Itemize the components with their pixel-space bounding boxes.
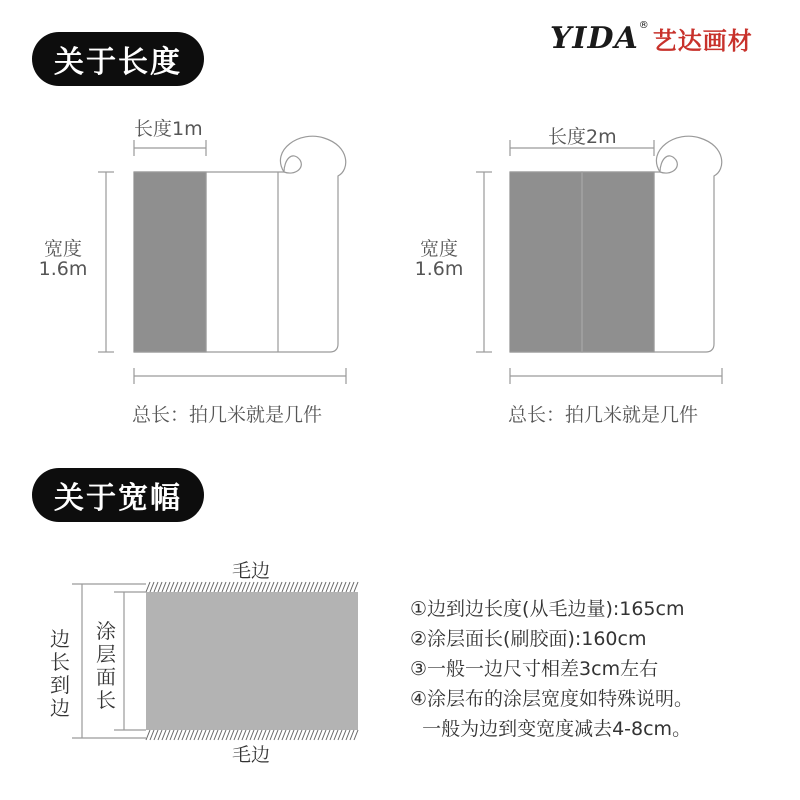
fringe-thread bbox=[290, 582, 294, 592]
fringe-thread bbox=[238, 730, 242, 740]
roll-diagram-2 bbox=[476, 136, 722, 384]
fringe-thread bbox=[270, 730, 274, 740]
fringe-thread bbox=[286, 730, 290, 740]
fringe-thread bbox=[214, 582, 218, 592]
fringe-thread bbox=[146, 730, 150, 740]
fringe-thread bbox=[262, 582, 266, 592]
fringe-thread bbox=[198, 582, 202, 592]
fringe-thread bbox=[194, 582, 198, 592]
fringe-thread bbox=[154, 582, 158, 592]
roll2-curl bbox=[656, 136, 721, 352]
fringe-thread bbox=[342, 582, 346, 592]
fringe-thread bbox=[210, 730, 214, 740]
fringe-thread bbox=[334, 582, 338, 592]
fringe-thread bbox=[346, 582, 350, 592]
top-edge-label: 毛边 bbox=[232, 560, 271, 582]
fringe-thread bbox=[218, 730, 222, 740]
fringe-thread bbox=[206, 730, 210, 740]
fringe-thread bbox=[178, 730, 182, 740]
fringe-thread bbox=[322, 730, 326, 740]
fringe-thread bbox=[174, 730, 178, 740]
section-title-length: 关于长度 bbox=[32, 32, 204, 86]
fringe-thread bbox=[222, 582, 226, 592]
roll1-total-label: 总长：拍几米就是几件 bbox=[132, 404, 323, 426]
fringe-thread bbox=[302, 730, 306, 740]
fringe-thread bbox=[186, 582, 190, 592]
roll2-length-label: 长度2m bbox=[548, 126, 617, 148]
fringe-thread bbox=[206, 582, 210, 592]
brand-name-en: YIDA bbox=[550, 20, 639, 56]
fringe-thread bbox=[334, 730, 338, 740]
roll1-filled-panel bbox=[134, 172, 206, 352]
fringe-thread bbox=[314, 730, 318, 740]
fringe-thread bbox=[298, 582, 302, 592]
fringe-thread bbox=[282, 730, 286, 740]
roll-diagram-1 bbox=[98, 136, 346, 384]
fringe-thread bbox=[150, 582, 154, 592]
fringe-thread bbox=[338, 582, 342, 592]
fringe-thread bbox=[330, 582, 334, 592]
roll2-total-label: 总长：拍几米就是几件 bbox=[508, 404, 699, 426]
fringe-thread bbox=[242, 582, 246, 592]
fringe-thread bbox=[146, 582, 150, 592]
note-3: ③一般一边尺寸相差3cm左右 bbox=[410, 658, 659, 680]
fringe-thread bbox=[178, 582, 182, 592]
fringe-thread bbox=[290, 730, 294, 740]
fringe-thread bbox=[198, 730, 202, 740]
fringe-thread bbox=[166, 730, 170, 740]
fringe-thread bbox=[294, 730, 298, 740]
fringe-thread bbox=[282, 582, 286, 592]
top-raw-edge bbox=[146, 582, 358, 592]
fringe-thread bbox=[254, 730, 258, 740]
fringe-thread bbox=[306, 582, 310, 592]
fringe-thread bbox=[274, 730, 278, 740]
fringe-thread bbox=[250, 730, 254, 740]
fringe-thread bbox=[234, 730, 238, 740]
fringe-thread bbox=[170, 730, 174, 740]
fringe-thread bbox=[354, 582, 358, 592]
fringe-thread bbox=[326, 582, 330, 592]
fringe-thread bbox=[286, 582, 290, 592]
fringe-thread bbox=[174, 582, 178, 592]
coated-area bbox=[146, 592, 358, 730]
roll1-length-label: 长度1m bbox=[134, 118, 203, 140]
fringe-thread bbox=[254, 582, 258, 592]
roll2-curl-inner bbox=[660, 156, 677, 173]
bottom-raw-edge bbox=[146, 730, 358, 740]
roll1-curl bbox=[280, 136, 345, 352]
fringe-thread bbox=[246, 730, 250, 740]
fringe-thread bbox=[318, 582, 322, 592]
fringe-thread bbox=[350, 730, 354, 740]
fringe-thread bbox=[294, 582, 298, 592]
fringe-thread bbox=[230, 730, 234, 740]
fringe-thread bbox=[250, 582, 254, 592]
fringe-thread bbox=[302, 582, 306, 592]
fringe-thread bbox=[230, 582, 234, 592]
coated-length-label: 涂层面长 bbox=[96, 619, 116, 712]
roll1-width-value: 1.6m bbox=[38, 258, 88, 280]
fringe-thread bbox=[238, 582, 242, 592]
fringe-thread bbox=[226, 582, 230, 592]
fringe-thread bbox=[326, 730, 330, 740]
fringe-thread bbox=[186, 730, 190, 740]
fringe-thread bbox=[202, 582, 206, 592]
roll1-curl-inner bbox=[284, 156, 301, 173]
fringe-thread bbox=[342, 730, 346, 740]
roll1-width-label: 宽度 bbox=[43, 238, 82, 260]
fringe-thread bbox=[202, 730, 206, 740]
fringe-thread bbox=[154, 730, 158, 740]
fringe-thread bbox=[350, 582, 354, 592]
fringe-thread bbox=[306, 730, 310, 740]
fringe-thread bbox=[298, 730, 302, 740]
fringe-thread bbox=[258, 582, 262, 592]
fringe-thread bbox=[194, 730, 198, 740]
fringe-thread bbox=[330, 730, 334, 740]
fringe-thread bbox=[226, 730, 230, 740]
bottom-edge-label: 毛边 bbox=[232, 744, 271, 766]
fringe-thread bbox=[266, 730, 270, 740]
fringe-thread bbox=[234, 582, 238, 592]
fringe-thread bbox=[182, 730, 186, 740]
note-5: 一般为边到变宽度减去4-8cm。 bbox=[410, 718, 692, 740]
fringe-thread bbox=[270, 582, 274, 592]
fringe-thread bbox=[258, 730, 262, 740]
fringe-thread bbox=[318, 730, 322, 740]
fringe-thread bbox=[310, 582, 314, 592]
roll2-filled-panel-1 bbox=[510, 172, 582, 352]
fringe-thread bbox=[346, 730, 350, 740]
fringe-thread bbox=[314, 582, 318, 592]
fringe-thread bbox=[278, 582, 282, 592]
fringe-thread bbox=[158, 582, 162, 592]
registered-mark: ® bbox=[638, 20, 649, 31]
fringe-thread bbox=[222, 730, 226, 740]
fringe-thread bbox=[162, 582, 166, 592]
fringe-thread bbox=[162, 730, 166, 740]
fringe-thread bbox=[150, 730, 154, 740]
roll2-width-label: 宽度 bbox=[419, 238, 458, 260]
note-2: ②涂层面长(刷胶面):160cm bbox=[410, 628, 647, 650]
fringe-thread bbox=[310, 730, 314, 740]
outer-length-label: 边长到边 bbox=[50, 627, 70, 720]
roll2-width-value: 1.6m bbox=[414, 258, 464, 280]
fringe-thread bbox=[338, 730, 342, 740]
fringe-thread bbox=[354, 730, 358, 740]
note-4: ④涂层布的涂层宽度如特殊说明。 bbox=[410, 688, 694, 710]
fringe-thread bbox=[210, 582, 214, 592]
fringe-thread bbox=[182, 582, 186, 592]
fringe-thread bbox=[322, 582, 326, 592]
note-1: ①边到边长度(从毛边量):165cm bbox=[410, 598, 685, 620]
fringe-thread bbox=[262, 730, 266, 740]
fringe-thread bbox=[246, 582, 250, 592]
fringe-thread bbox=[242, 730, 246, 740]
fringe-thread bbox=[266, 582, 270, 592]
brand-name-cn: 艺达画材 bbox=[652, 26, 753, 55]
fringe-thread bbox=[190, 582, 194, 592]
fringe-thread bbox=[190, 730, 194, 740]
section-title-width: 关于宽幅 bbox=[32, 468, 204, 522]
fringe-thread bbox=[278, 730, 282, 740]
fringe-thread bbox=[218, 582, 222, 592]
fringe-thread bbox=[214, 730, 218, 740]
fringe-thread bbox=[274, 582, 278, 592]
fringe-thread bbox=[158, 730, 162, 740]
fringe-thread bbox=[166, 582, 170, 592]
fringe-thread bbox=[170, 582, 174, 592]
roll2-filled-panel-2 bbox=[582, 172, 654, 352]
